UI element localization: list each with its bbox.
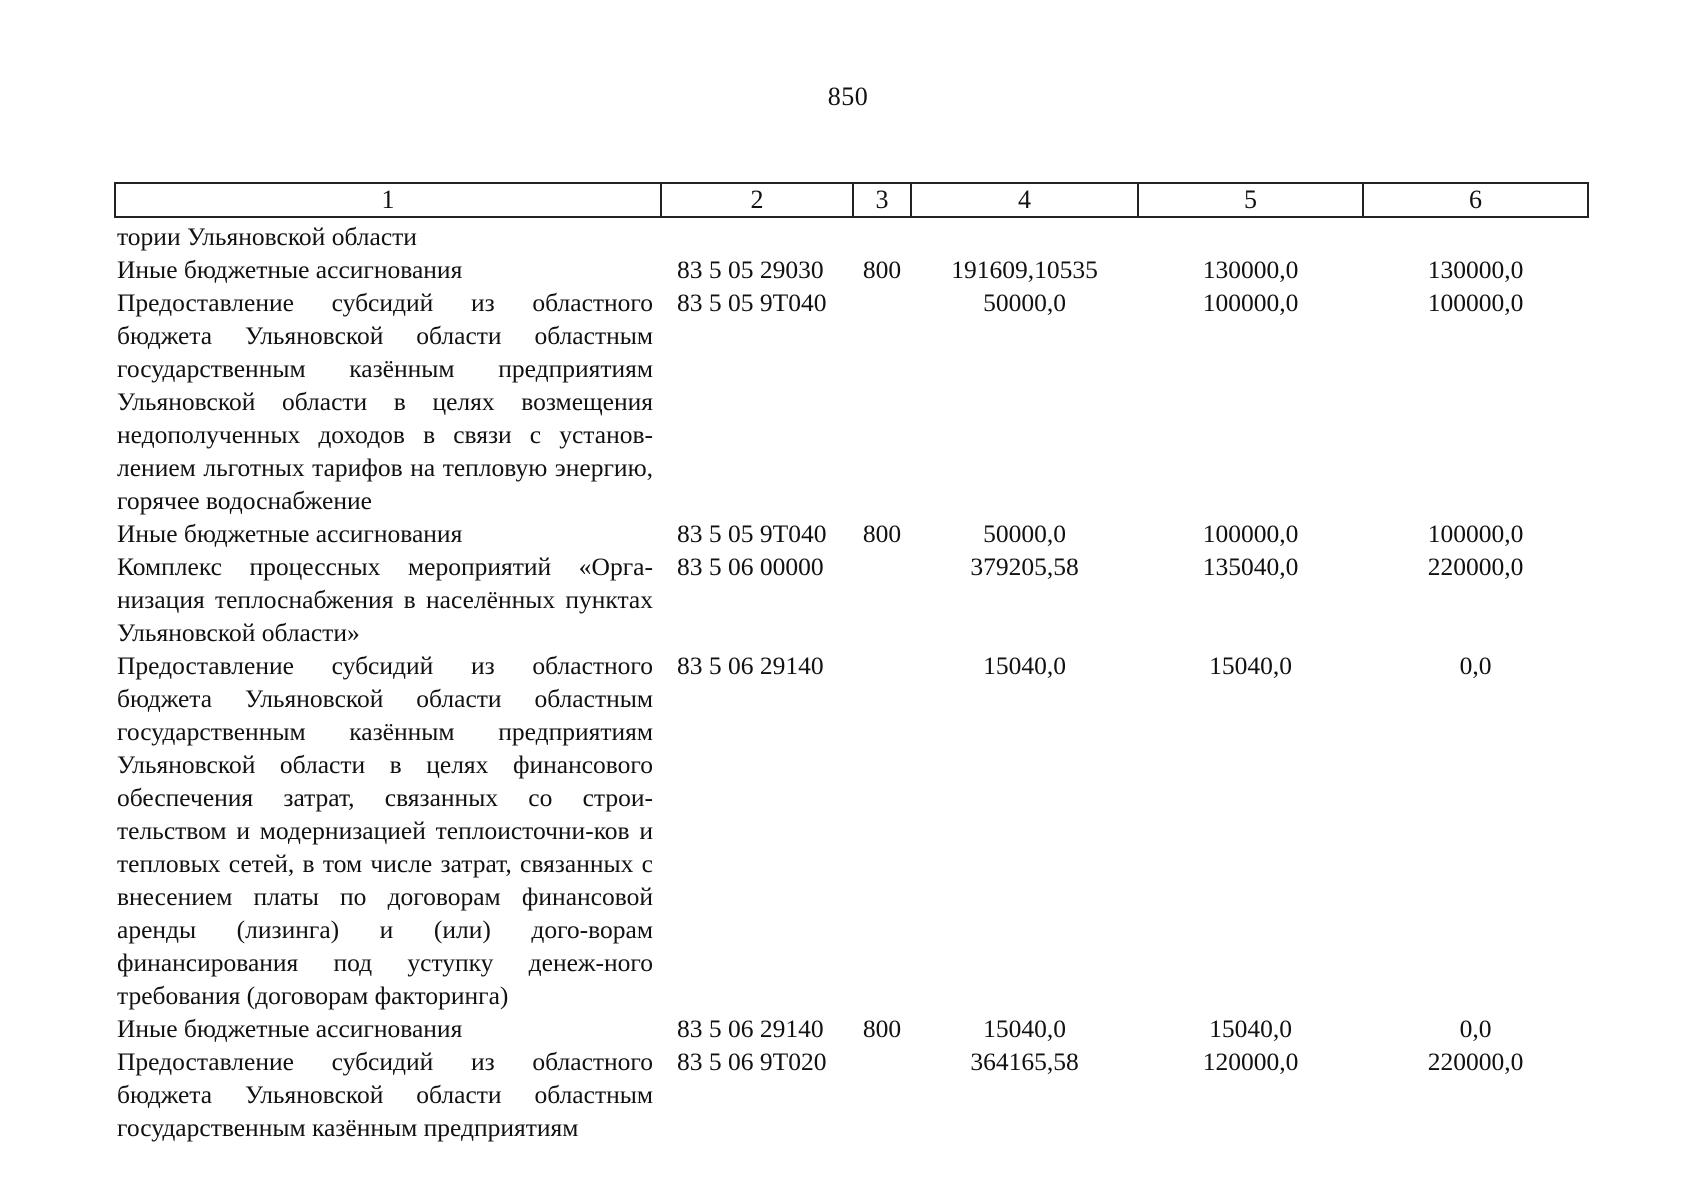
header-col-3: 3	[853, 183, 911, 217]
row-value-col5: 120000,0	[1202, 1047, 1299, 1076]
row-value-col4: 50000,0	[983, 288, 1066, 317]
row-expense-type	[853, 649, 911, 1012]
table-row	[115, 253, 1588, 286]
row-expense-type	[853, 550, 911, 649]
header-col-4: 4	[911, 183, 1138, 217]
page-number: 850	[827, 82, 869, 111]
row-value-col6: 0,0	[1459, 1014, 1492, 1043]
row-code: 83 5 05 9Т040	[677, 519, 827, 548]
table-row	[115, 1012, 1588, 1045]
row-expense-type: 800	[862, 519, 902, 548]
row-value-col5: 100000,0	[1202, 519, 1299, 548]
table-header	[115, 183, 1588, 217]
row-value-col5: 15040,0	[1209, 651, 1292, 680]
row-name: тории Ульяновской области	[117, 222, 417, 251]
row-code	[661, 217, 853, 253]
row-name: Иные бюджетные ассигнования	[117, 519, 463, 548]
row-value-col5	[1138, 217, 1363, 253]
row-name: Предоставление субсидий из областного бюджета Ульяновской области областным государственным казённым предприятиям Ульяновской области в целях финансового обеспечения затрат, связанных со строи-тельством и модернизацией теплоисточни-ков и тепловых сетей, в том числе затрат, связанных с внесением платы по договорам финансовой аренды (лизинга) и (или) дого-ворам финансирования под уступку денеж-ного требования (договорам факторинга)	[117, 651, 653, 1010]
row-name: Предоставление субсидий из областного бюджета Ульяновской области областным государственным казённым предприятиям	[117, 1047, 653, 1142]
row-code: 83 5 05 9Т040	[677, 288, 827, 317]
row-value-col6: 220000,0	[1427, 552, 1524, 581]
row-value-col5: 100000,0	[1202, 288, 1299, 317]
row-expense-type	[853, 286, 911, 517]
header-col-5: 5	[1138, 183, 1363, 217]
row-expense-type	[853, 1045, 911, 1144]
row-value-col4: 15040,0	[983, 1014, 1066, 1043]
header-row	[115, 183, 1588, 217]
budget-table	[114, 182, 1589, 1144]
row-expense-type: 800	[862, 255, 902, 284]
row-value-col6: 100000,0	[1427, 519, 1524, 548]
table-row	[115, 286, 1588, 517]
header-col-1: 1	[115, 183, 661, 217]
row-name: Предоставление субсидий из областного бюджета Ульяновской области областным государственным казённым предприятиям Ульяновской области в целях возмещения недополученных доходов в связи с установ-лением льготных тарифов на тепловую энергию, горячее водоснабжение	[117, 288, 653, 515]
row-value-col4: 15040,0	[983, 651, 1066, 680]
table-row	[115, 1045, 1588, 1144]
row-code: 83 5 06 29140	[677, 651, 824, 680]
table-row	[115, 217, 1588, 253]
row-code: 83 5 06 9Т020	[677, 1047, 827, 1076]
row-value-col5: 130000,0	[1202, 255, 1299, 284]
row-name: Комплекс процессных мероприятий «Орга-низация теплоснабжения в населённых пунктах Ульяновской области»	[117, 552, 653, 647]
table-body	[115, 217, 1588, 1144]
row-value-col6: 220000,0	[1427, 1047, 1524, 1076]
row-code: 83 5 06 00000	[677, 552, 824, 581]
table-row	[115, 550, 1588, 649]
row-name: Иные бюджетные ассигнования	[117, 1014, 463, 1043]
header-col-6: 6	[1363, 183, 1588, 217]
row-code: 83 5 05 29030	[677, 255, 824, 284]
row-name: Иные бюджетные ассигнования	[117, 255, 463, 284]
row-value-col5: 135040,0	[1202, 552, 1299, 581]
row-value-col4: 50000,0	[983, 519, 1066, 548]
row-value-col4: 379205,58	[970, 552, 1079, 581]
row-code: 83 5 06 29140	[677, 1014, 824, 1043]
row-value-col6: 130000,0	[1427, 255, 1524, 284]
row-value-col5: 15040,0	[1209, 1014, 1292, 1043]
row-value-col6: 100000,0	[1427, 288, 1524, 317]
row-value-col6: 0,0	[1459, 651, 1492, 680]
row-value-col4: 191609,10535	[951, 255, 1098, 284]
table-row	[115, 649, 1588, 1012]
row-expense-type: 800	[862, 1014, 902, 1043]
row-expense-type	[853, 217, 911, 253]
row-value-col6	[1363, 217, 1588, 253]
row-value-col4	[911, 217, 1138, 253]
table-row	[115, 517, 1588, 550]
row-value-col4: 364165,58	[970, 1047, 1079, 1076]
header-col-2: 2	[661, 183, 853, 217]
